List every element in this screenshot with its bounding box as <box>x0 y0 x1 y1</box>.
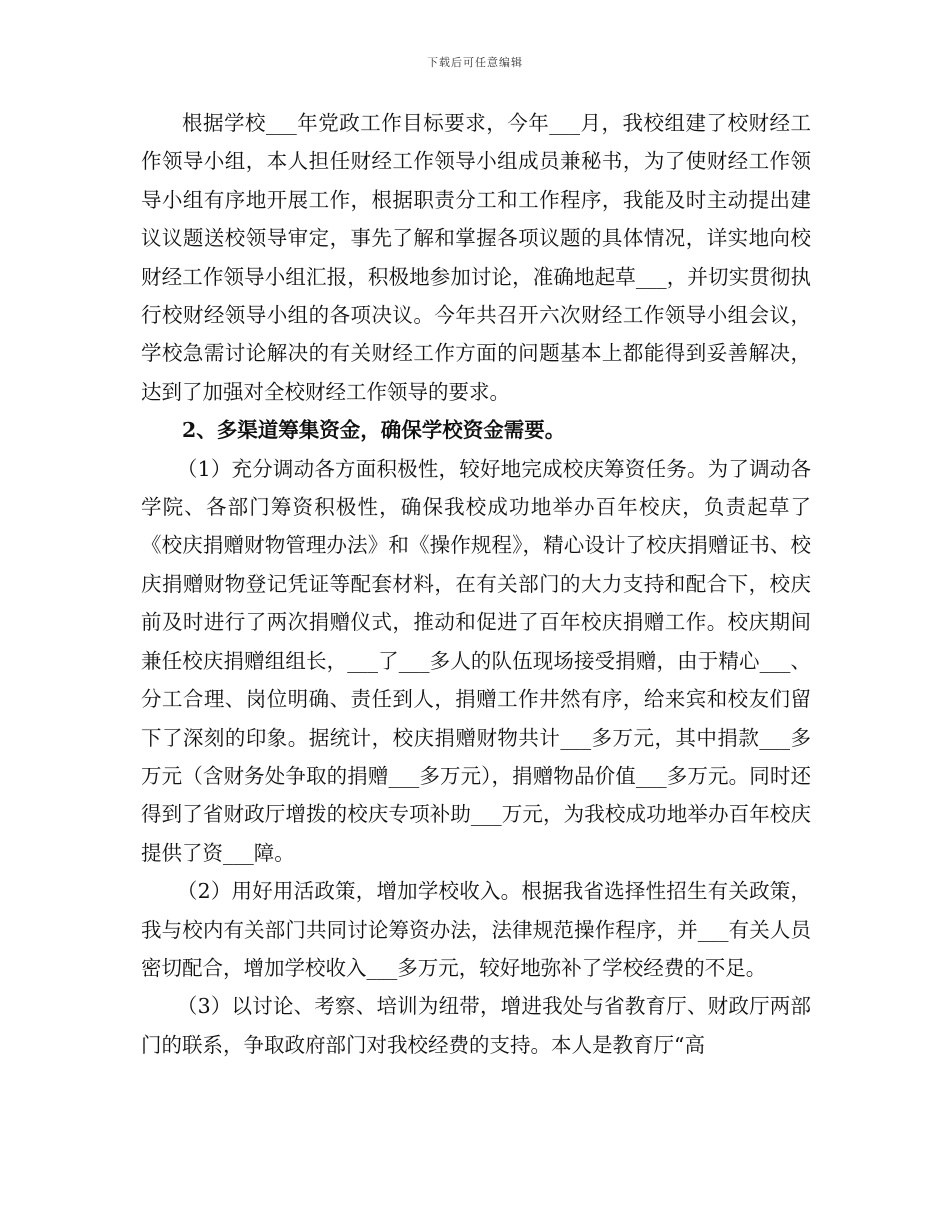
paragraph-anniversary-donations: （1）充分调动各方面积极性，较好地完成校庆筹资任务。为了调动各学院、各部门筹资积极性，确保我校成功地举办百年校庆，负责起草了《校庆捐赠财物管理办法》和《操作规程》，精心设计了校庆捐赠证书、校庆捐赠财物登记凭证等配套材料，在有关部门的大力支持和配合下，校庆前及时进行了两次捐赠仪式，推动和促进了百年校庆捐赠工作。校庆期间兼任校庆捐赠组组长，___了___多人的队伍现场接受捐赠，由于精心___、分工合理、岗位明确、责任到人，捐赠工作井然有序，给来宾和校友们留下了深刻的印象。据统计，校庆捐赠财物共计___多万元，其中捐款___多万元（含财务处争取的捐赠___多万元），捐赠物品价值___多万元。同时还得到了省财政厅增拨的校庆专项补助___万元，为我校成功地举办百年校庆提供了资___障。 <box>141 456 811 865</box>
paragraph-enrollment-policy: （2）用好用活政策，增加学校收入。根据我省选择性招生有关政策，我与校内有关部门共同讨论筹资办法，法律规范操作程序，并___有关人员密切配合，增加学校收入___多万元，较好地弥补了学校经费的不足。 <box>141 879 811 980</box>
paragraph-government-liaison: （3）以讨论、考察、培训为纽带，增进我处与省教育厅、财政厅两部门的联系，争取政府部门对我校经费的支持。本人是教育厅“高 <box>141 994 811 1057</box>
section-heading-fundraising: 2、多渠道筹集资金，确保学校资金需要。 <box>182 418 566 443</box>
page-header: 下载后可任意编辑 <box>427 56 523 69</box>
paragraph-finance-group: 根据学校___年党政工作目标要求，今年___月，我校组建了校财经工作领导小组，本人担任财经工作领导小组成员兼秘书，为了使财经工作领导小组有序地开展工作，根据职责分工和工作程序，我能及时主动提出建议议题送校领导审定，事先了解和掌握各项议题的具体情况，详实地向校财经工作领导小组汇报，积极地参加讨论，准确地起草___，并切实贯彻执行校财经领导小组的各项决议。今年共召开六次财经工作领导小组会议，学校急需讨论解决的有关财经工作方面的问题基本上都能得到妥善解决，达到了加强对全校财经工作领导的要求。 <box>141 111 811 404</box>
document-body <box>141 104 811 1064</box>
